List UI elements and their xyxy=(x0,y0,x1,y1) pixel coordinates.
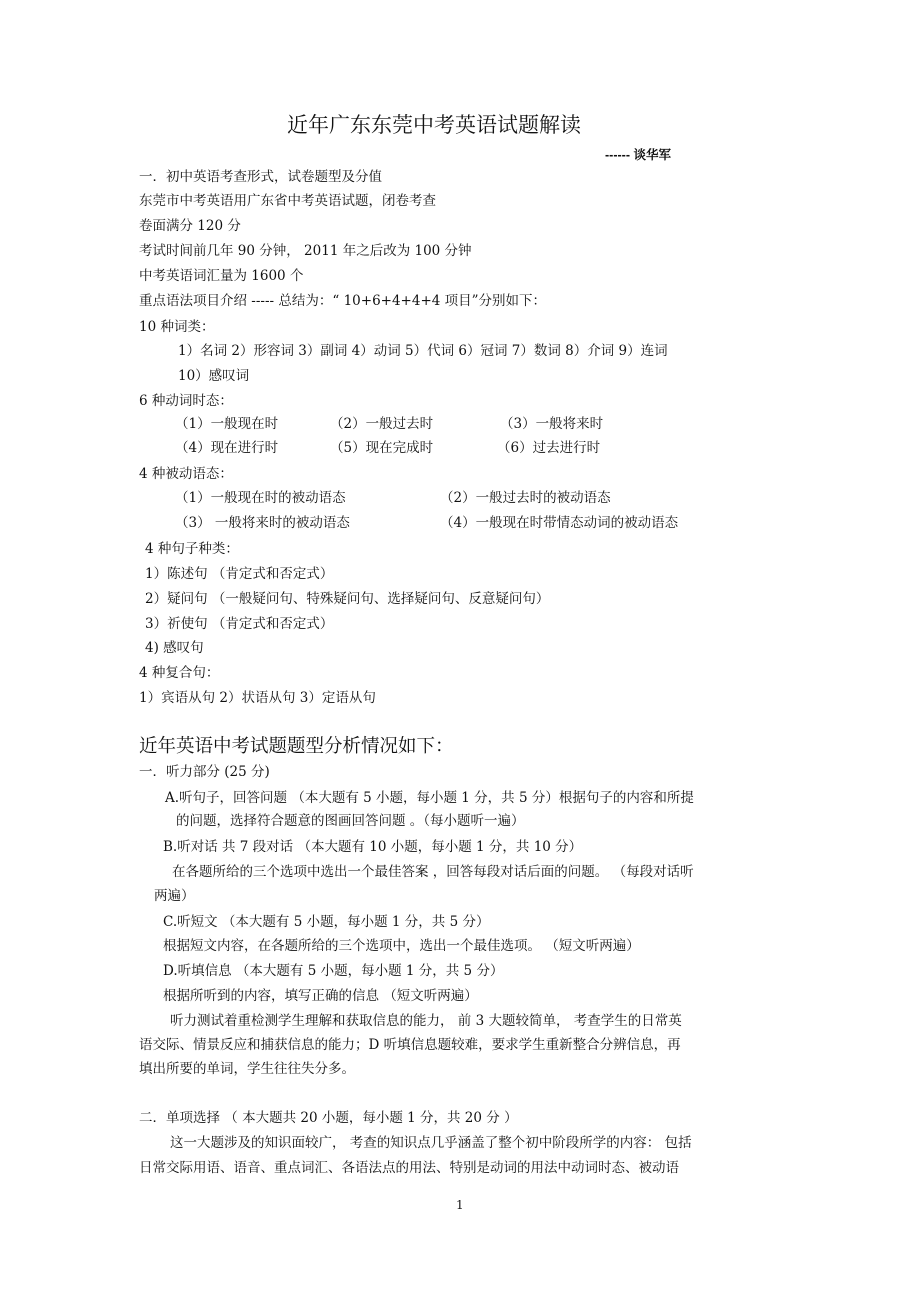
tenses-heading: 6 种动词时态： xyxy=(139,393,233,409)
tense-item: （1）一般现在时 xyxy=(175,416,279,432)
wordclass-row-1: 1）名词 2）形容词 3）副词 4）动词 5）代词 6）冠词 7）数词 8）介词 9）连词 xyxy=(178,343,668,359)
listening-a-line-2: 的问题，选择符合题意的图画回答问题 。（每小题听一遍） xyxy=(176,813,525,829)
intro-line-3: 考试时间前几年 90 分钟， 2011 年之后改为 100 分钟 xyxy=(139,243,472,259)
sentence-item: 3）祈使句 （肯定式和否定式） xyxy=(145,616,334,632)
listening-d-line-1: D.听填信息 （本大题有 5 小题，每小题 1 分，共 5 分） xyxy=(163,963,504,979)
intro-line-5: 重点语法项目介绍 ----- 总结为：“ 10+6+4+4+4 项目”分别如下： xyxy=(139,293,547,309)
wordclass-heading: 10 种词类： xyxy=(139,319,215,335)
author-line: ------ 谈华军 xyxy=(605,148,671,162)
tense-item: （3）一般将来时 xyxy=(500,416,604,432)
sentence-item: 4) 感叹句 xyxy=(145,640,204,656)
page-number: 1 xyxy=(456,1198,464,1212)
tense-item: （5）现在完成时 xyxy=(330,440,434,456)
listening-b-line-3: 两遍） xyxy=(154,888,195,904)
passive-item: （4）一般现在时带情态动词的被动语态 xyxy=(440,515,679,531)
compound-heading: 4 种复合句： xyxy=(139,665,220,681)
compound-row: 1）宾语从句 2）状语从句 3）定语从句 xyxy=(139,690,376,706)
page-title: 近年广东东莞中考英语试题解读 xyxy=(287,113,581,137)
sentence-item: 1）陈述句 （肯定式和否定式） xyxy=(145,566,334,582)
tense-item: （4）现在进行时 xyxy=(175,440,279,456)
single-choice-para-line-1: 这一大题涉及的知识面较广， 考查的知识点几乎涵盖了整个初中阶段所学的内容： 包括 xyxy=(170,1135,692,1151)
listening-summary-line-2: 语交际、情景反应和捕获信息的能力；D 听填信息题较难，要求学生重新整合分辨信息，再 xyxy=(139,1037,681,1053)
passive-heading: 4 种被动语态： xyxy=(139,466,233,482)
listening-heading: 一．听力部分 (25 分) xyxy=(139,764,270,780)
passive-item: （3） 一般将来时的被动语态 xyxy=(175,515,350,531)
listening-summary-line-1: 听力测试着重检测学生理解和获取信息的能力， 前 3 大题较简单， 考查学生的日常英 xyxy=(170,1013,682,1029)
listening-c-line-1: C.听短文 （本大题有 5 小题，每小题 1 分，共 5 分） xyxy=(163,914,490,930)
intro-line-4: 中考英语词汇量为 1600 个 xyxy=(139,268,304,284)
listening-summary-line-3: 填出所要的单词，学生往往失分多。 xyxy=(139,1061,355,1077)
analysis-heading: 近年英语中考试题题型分析情况如下： xyxy=(139,736,454,757)
single-choice-heading: 二．单项选择 （ 本大题共 20 小题，每小题 1 分，共 20 分 ） xyxy=(139,1110,518,1126)
passive-item: （1）一般现在时的被动语态 xyxy=(175,490,346,506)
passive-item: （2）一般过去时的被动语态 xyxy=(440,490,611,506)
listening-b-line-2: 在各题所给的三个选项中选出一个最佳答案 ，回答每段对话后面的问题。 （每段对话听 xyxy=(172,864,694,880)
listening-d-line-2: 根据所听到的内容，填写正确的信息 （短文听两遍） xyxy=(163,988,478,1004)
single-choice-para-line-2: 日常交际用语、语音、重点词汇、各语法点的用法、特别是动词的用法中动词时态、被动语 xyxy=(139,1160,679,1176)
listening-b-line-1: B.听对话 共 7 段对话 （本大题有 10 小题，每小题 1 分，共 10 分） xyxy=(163,839,583,855)
wordclass-row-2: 10）感叹词 xyxy=(178,368,250,384)
section-1-heading: 一．初中英语考查形式，试卷题型及分值 xyxy=(139,169,382,185)
listening-a-line-1: A.听句子，回答问题 （本大题有 5 小题，每小题 1 分，共 5 分）根据句子的内容和所提 xyxy=(165,790,694,806)
intro-line-1: 东莞市中考英语用广东省中考英语试题，闭卷考查 xyxy=(139,193,436,209)
sentence-item: 2）疑问句 （一般疑问句、特殊疑问句、选择疑问句、反意疑问句） xyxy=(145,591,550,607)
intro-line-2: 卷面满分 120 分 xyxy=(139,218,241,234)
tense-item: （6）过去进行时 xyxy=(497,440,601,456)
listening-c-line-2: 根据短文内容，在各题所给的三个选项中，选出一个最佳选项。 （短文听两遍） xyxy=(163,938,640,954)
sentences-heading: 4 种句子种类： xyxy=(145,541,239,557)
tense-item: （2）一般过去时 xyxy=(330,416,434,432)
